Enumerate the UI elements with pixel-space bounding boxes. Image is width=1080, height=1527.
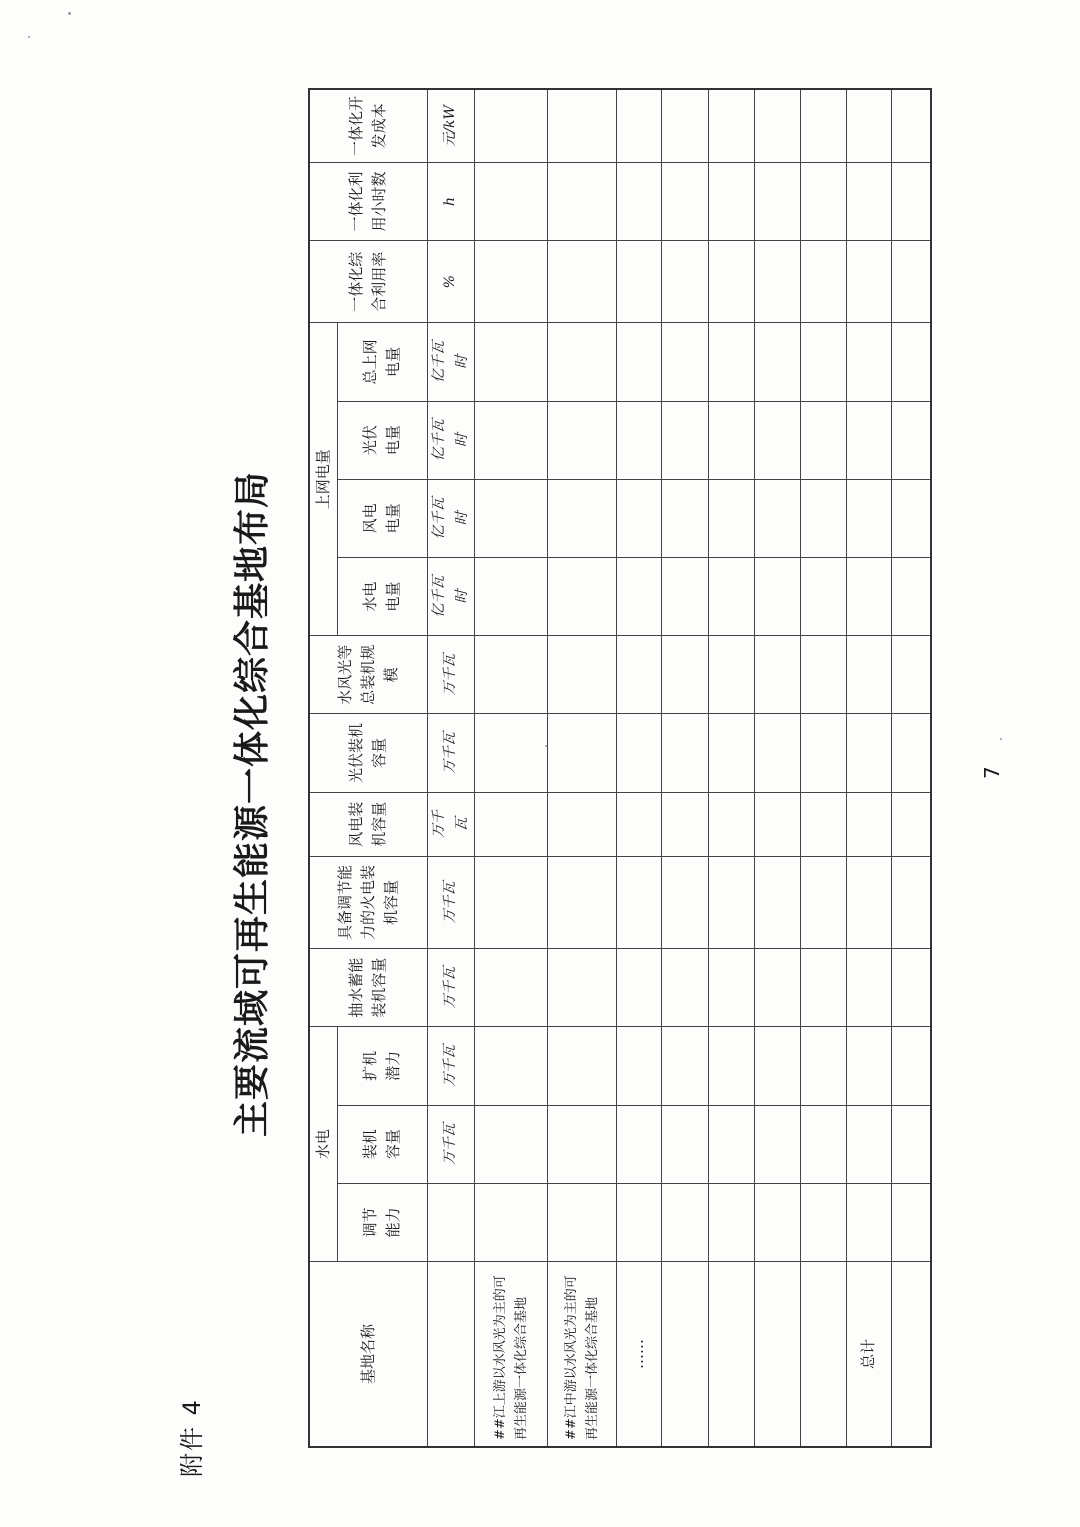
unit-thermal: 万千瓦 [427, 856, 474, 948]
unit-expansion: 万千瓦 [427, 1027, 474, 1105]
table-row [800, 89, 846, 1447]
header-utilization-rate: 一体化综合利用率 [309, 241, 427, 323]
page-title: 主要流域可再生能源一体化综合基地布局 [231, 470, 273, 1137]
unit-wind-capacity: 万千瓦 [427, 792, 474, 856]
header-row-groups [309, 89, 337, 1447]
unit-pv-capacity: 万千瓦 [427, 714, 474, 792]
row-base-name: 总计 [846, 1261, 891, 1447]
header-pv-capacity: 光伏装机容量 [309, 714, 427, 792]
header-hydro-energy: 水电电量 [337, 557, 427, 635]
unit-utilization-rate: % [427, 241, 474, 323]
row-base-name [891, 1261, 931, 1447]
header-pumped-storage: 抽水蓄能装机容量 [309, 949, 427, 1027]
row-base-name [754, 1261, 800, 1447]
row-base-name: ##江中游以水风光为主的可再生能源一体化综合基地 [547, 1261, 616, 1447]
unit-regulation [427, 1183, 474, 1261]
row-base-name [708, 1261, 754, 1447]
unit-pumped-storage: 万千瓦 [427, 949, 474, 1027]
attachment-label: 附件 4 [178, 1398, 206, 1477]
header-total-capacity: 水风光等总装机规模 [309, 636, 427, 714]
unit-pv-energy: 亿千瓦时 [427, 401, 474, 479]
header-expansion: 扩机潜力 [337, 1027, 427, 1105]
unit-cost: 元/kW [427, 89, 474, 162]
header-thermal: 具备调节能力的火电装机容量 [309, 856, 427, 948]
header-group-hydro: 水电 [309, 1027, 337, 1262]
header-cost: 一体化开发成本 [309, 89, 427, 162]
table-row [661, 89, 708, 1447]
header-pv-energy: 光伏电量 [337, 401, 427, 479]
header-total-energy: 总上网电量 [337, 323, 427, 401]
row-base-name: …… [616, 1261, 661, 1447]
base-layout-table [308, 88, 932, 1448]
header-wind-capacity: 风电装机容量 [309, 792, 427, 856]
units-row [427, 89, 474, 1447]
header-regulation: 调节能力 [337, 1183, 427, 1261]
page-number: 7 [980, 766, 1004, 779]
table-row [891, 89, 931, 1447]
unit-utilization-hours: h [427, 162, 474, 240]
unit-total-energy: 亿千瓦时 [427, 323, 474, 401]
table-row-total [846, 89, 891, 1447]
units-base-name [427, 1261, 474, 1447]
table-row [616, 89, 661, 1447]
unit-hydro-capacity: 万千瓦 [427, 1105, 474, 1183]
unit-wind-energy: 亿千瓦时 [427, 479, 474, 557]
header-hydro-capacity: 装机容量 [337, 1105, 427, 1183]
header-base-name: 基地名称 [309, 1261, 427, 1447]
table-row [547, 89, 616, 1447]
row-base-name: ##江上游以水风光为主的可再生能源一体化综合基地 [474, 1261, 547, 1447]
row-base-name [661, 1261, 708, 1447]
table-row [474, 89, 547, 1447]
header-wind-energy: 风电电量 [337, 479, 427, 557]
table-row [708, 89, 754, 1447]
header-utilization-hours: 一体化利用小时数 [309, 162, 427, 240]
unit-total-capacity: 万千瓦 [427, 636, 474, 714]
table-row [754, 89, 800, 1447]
header-group-grid: 上网电量 [309, 323, 337, 636]
row-base-name [800, 1261, 846, 1447]
unit-hydro-energy: 亿千瓦时 [427, 557, 474, 635]
